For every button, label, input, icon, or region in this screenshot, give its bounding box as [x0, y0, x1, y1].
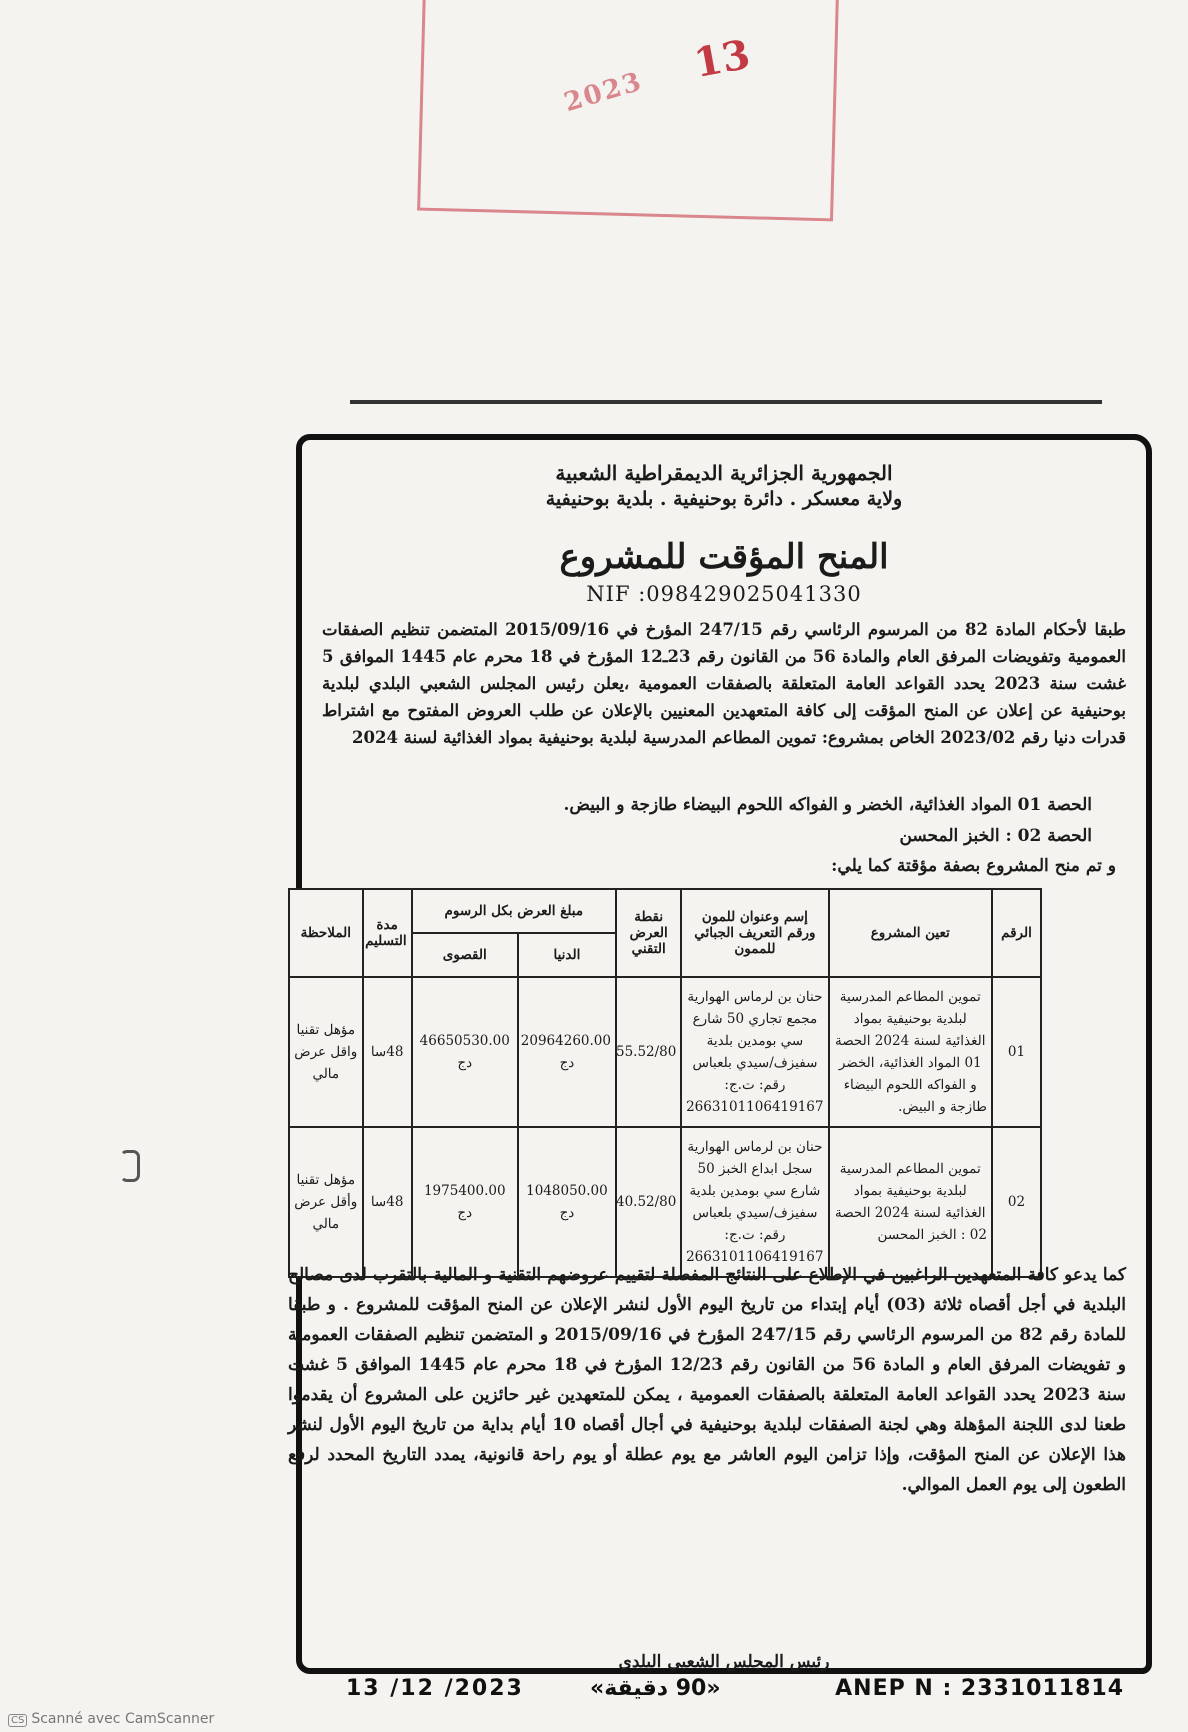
header	[302, 460, 1146, 513]
header-min: الدنيا	[518, 933, 616, 977]
scanner-text: Scanné avec CamScanner	[31, 1711, 215, 1727]
top-divider	[350, 400, 1102, 404]
cell-note: مؤهل تقنيا واقل عرض مالي	[289, 977, 363, 1127]
header-duration: مدة التسليم	[363, 889, 412, 977]
header-supplier: إسم وعنوان للمون ورقم التعريف الجبائي للممون	[681, 889, 828, 977]
nif-number: NIF :098429025041330	[586, 582, 862, 606]
signature: رئيس المجلس الشعبي البلدي	[618, 1652, 830, 1672]
table-row	[289, 977, 1041, 1127]
republic-line: الجمهورية الجزائرية الديمقراطية الشعبية	[555, 461, 893, 485]
cell-duration: 48سا	[363, 977, 412, 1127]
cell-project: تموين المطاعم المدرسية لبلدية بوحنيفية بمواد الغذائية لسنة 2024 الحصة 02 : الخبز المحسن	[829, 1127, 992, 1277]
cell-supplier: حنان بن لرماس الهوارية سجل ابداع الخبز 50 شارع سي بومدين بلدية سفيزف/سيدي بلعباس رقم: ت.ج: 2663101106419167	[681, 1127, 828, 1277]
header-score: نقطة العرض التقني	[616, 889, 681, 977]
cell-num: 02	[992, 1127, 1041, 1277]
received-stamp	[417, 0, 839, 221]
granted-line: و تم منح المشروع بصفة مؤقتة كما يلي:	[831, 856, 1116, 876]
cell-score: 40.52/80	[616, 1127, 681, 1277]
table-row	[289, 1127, 1041, 1277]
header-amount: مبلغ العرض بكل الرسوم	[412, 889, 616, 933]
cell-project: تموين المطاعم المدرسية لبلدية بوحنيفية بمواد الغذائية لسنة 2024 الحصة 01 المواد الغذائية، الخضر و الفواكه اللحوم البيضاء طازجة و البيض.	[829, 977, 992, 1127]
commune-line: ولاية معسكر . دائرة بوحنيفية . بلدية بوحنيفية	[545, 488, 903, 510]
table-header-row	[289, 889, 1041, 933]
cell-min: 20964260.00 دج	[518, 977, 616, 1127]
publication-date: 13 /12 /2023	[346, 1676, 524, 1701]
header-note: الملاحظة	[289, 889, 363, 977]
cell-supplier: حنان بن لرماس الهوارية مجمع تجاري 50 شارع سي بومدين بلدية سفيزف/سيدي بلعباس رقم: ت.ج: 2663101106419167	[681, 977, 828, 1127]
header-num: الرقم	[992, 889, 1041, 977]
stamp-year: 2023	[560, 66, 647, 119]
cell-min: 1048050.00 دج	[518, 1127, 616, 1277]
stamp-number: 13	[690, 30, 754, 88]
intro-paragraph: طبقا لأحكام المادة 82 من المرسوم الرئاسي رقم 247/15 المؤرخ في 2015/09/16 المتضمن تنظيم الصفقات العمومية وتفويضات المرفق العام والمادة 56 من القانون رقم 23ـ12 المؤرخ في 18 محرم عام 1445 الموافق 5 غشت سنة 2023 يحدد القواعد العامة المتعلقة بالصفقات العمومية ،يعلن رئيس المجلس الشعبي البلدي لبلدية بوحنيفية عن إعلان عن المنح المؤقت إلى كافة المتعهدين المعنيين بالإعلان عن طلب العروض المفتوح مع اشتراط قدرات دنيا رقم 2023/02 الخاص بمشروع: تموين المطاعم المدرسية لبلدية بوحنيفية بمواد الغذائية لسنة 2024	[322, 620, 1126, 747]
closing-paragraph: كما يدعو كافة المتعهدين الراغبين في الإطلاع على النتائج المفصلة لتقييم عروضهم التقنية و المالية بالتقرب لدى مصالح البلدية في أجل أقصاه ثلاثة (03) أيام إبتداء من تاريخ اليوم الأول لنشر الإعلان عن المنح المؤقت للمشروع . و طبقا للمادة رقم 82 من المرسوم الرئاسي رقم 247/15 المؤرخ في 2015/09/16 و المتضمن تنظيم الصفقات العمومية و تفويضات المرفق العام و المادة 56 من القانون رقم 12/23 المؤرخ في 18 محرم عام 1445 الموافق 5 غشت سنة 2023 يحدد القواعد العامة المتعلقة بالصفقات العمومية ، يمكن للمتعهدين غير حائزين على المشروع أن يقدموا طعنا لدى اللجنة المؤهلة وهي لجنة الصفقات لبلدية بوحنيفية في أجال أقصاه 10 أيام بداية من تاريخ اليوم الأول لنشر هذا الإعلان عن المنح المؤقت، وإذا تزامن اليوم العاشر مع يوم عطلة أو يوم راحة قانونية، يمدد التاريخ المحدد لرفع الطعون إلى يوم العمل الموالي.	[288, 1265, 1127, 1495]
cell-max: 46650530.00 دج	[412, 977, 518, 1127]
camscanner-icon: CS	[8, 1714, 27, 1727]
footer-bar	[330, 1672, 1142, 1708]
header-project: تعين المشروع	[829, 889, 992, 977]
anep-number: ANEP N : 2331011814	[835, 1676, 1124, 1701]
scanner-watermark	[8, 1711, 214, 1727]
cell-max: 1975400.00 دج	[412, 1127, 518, 1277]
lot-2: الحصة 02 : الخبز المحسن	[899, 826, 1092, 846]
duration-label: «90 دقيقة»	[590, 1676, 721, 1701]
cell-num: 01	[992, 977, 1041, 1127]
cell-duration: 48سا	[363, 1127, 412, 1277]
announcement-panel	[288, 434, 1152, 1674]
document-title: المنح المؤقت للمشروع	[559, 537, 889, 577]
lot-1: الحصة 01 المواد الغذائية، الخضر و الفواكه اللحوم البيضاء طازجة و البيض.	[563, 795, 1092, 815]
header-max: القصوى	[412, 933, 518, 977]
paperclip-icon	[120, 1150, 140, 1182]
cell-score: 55.52/80	[616, 977, 681, 1127]
cell-note: مؤهل تقنيا وأقل عرض مالي	[289, 1127, 363, 1277]
awards-table	[288, 888, 1042, 1278]
